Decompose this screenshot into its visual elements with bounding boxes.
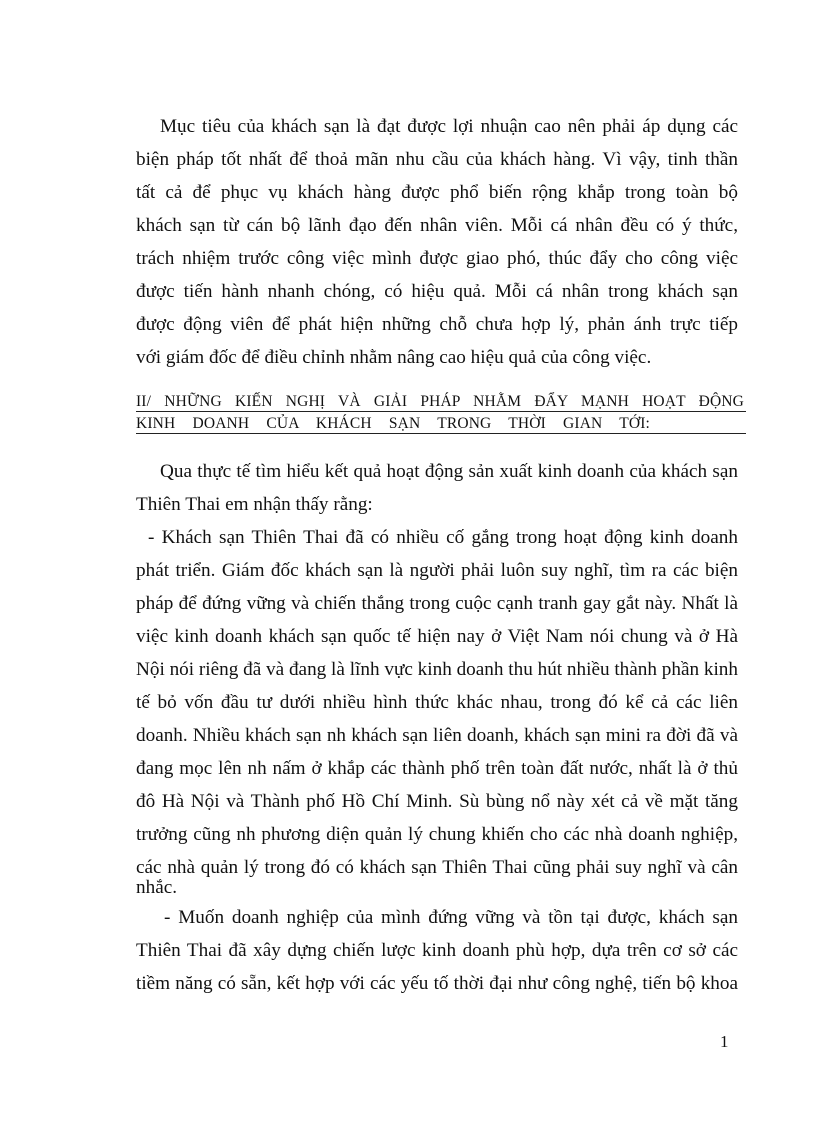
text-line: phát triển. Giám đốc khách sạn là người phải luôn suy nghĩ, tìm ra các biện — [136, 560, 738, 581]
text-line: Thiên Thai đã xây dựng chiến lược kinh doanh phù hợp, dựa trên cơ sở các — [136, 940, 738, 961]
text-line: biện pháp tốt nhất để thoả mãn nhu cầu của khách hàng. Vì vậy, tinh thần — [136, 149, 738, 170]
text-line: đang mọc lên nh nấm ở khắp các thành phố trên toàn đất nước, nhất là ở thủ — [136, 758, 738, 779]
text-line: tất cả để phục vụ khách hàng được phổ biến rộng khắp trong toàn bộ — [136, 182, 738, 203]
text-line: Nội nói riêng đã và đang là lĩnh vực kinh doanh thu hút nhiều thành phần kinh — [136, 659, 738, 680]
text-line: việc kinh doanh khách sạn quốc tế hiện nay ở Việt Nam nói chung và ở Hà — [136, 626, 738, 647]
text-line: tế bỏ vốn đầu tư dưới nhiều hình thức khác nhau, trong đó kể cả các liên — [136, 692, 738, 713]
text-line: được động viên để phát hiện những chỗ chưa hợp lý, phản ánh trực tiếp — [136, 314, 738, 335]
text-line: được tiến hành nhanh chóng, có hiệu quả. Mỗi cá nhân trong khách sạn — [136, 281, 738, 302]
text-line: các nhà quản lý trong đó có khách sạn Thiên Thai cũng phải suy nghĩ và cân — [136, 857, 738, 878]
text-line: doanh. Nhiều khách sạn nh khách sạn liên doanh, khách sạn mini ra đời đã và — [136, 725, 738, 746]
page-number: 1 — [720, 1032, 729, 1051]
text-line: - Khách sạn Thiên Thai đã có nhiều cố gắng trong hoạt động kinh doanh — [148, 527, 738, 548]
text-line: với giám đốc để điều chỉnh nhằm nâng cao hiệu quả của công việc. — [136, 347, 652, 368]
heading-underline — [136, 433, 746, 434]
text-line: Qua thực tế tìm hiểu kết quả hoạt động sản xuất kinh doanh của khách sạn — [160, 461, 738, 482]
heading-line: KINH DOANH CỦA KHÁCH SẠN TRONG THỜI GIAN TỚI: — [136, 415, 650, 432]
text-line: tiềm năng có sẵn, kết hợp với các yếu tố thời đại như công nghệ, tiến bộ khoa — [136, 973, 738, 994]
text-line: trách nhiệm trước công việc mình được giao phó, thúc đẩy cho công việc — [136, 248, 738, 269]
text-line: đô Hà Nội và Thành phố Hồ Chí Minh. Sù bùng nổ này xét cả về mặt tăng — [136, 791, 738, 812]
text-line: Thiên Thai em nhận thấy rằng: — [136, 494, 373, 515]
heading-underline — [136, 411, 746, 412]
text-line: - Muốn doanh nghiệp của mình đứng vững và tồn tại được, khách sạn — [164, 907, 738, 928]
text-line: pháp để đứng vững và chiến thắng trong cuộc cạnh tranh gay gắt này. Nhất là — [136, 593, 738, 614]
text-line: nhắc. — [136, 877, 178, 898]
text-line: Mục tiêu của khách sạn là đạt được lợi nhuận cao nên phải áp dụng các — [160, 116, 738, 137]
heading-line: II/ NHỮNG KIẾN NGHỊ VÀ GIẢI PHÁP NHẰM ĐẨY MẠNH HOẠT ĐỘNG — [136, 393, 744, 410]
text-line: trưởng cũng nh phương diện quản lý chung khiến cho các nhà doanh nghiệp, — [136, 824, 738, 845]
text-line: khách sạn từ cán bộ lãnh đạo đến nhân viên. Mỗi cá nhân đều có ý thức, — [136, 215, 738, 236]
